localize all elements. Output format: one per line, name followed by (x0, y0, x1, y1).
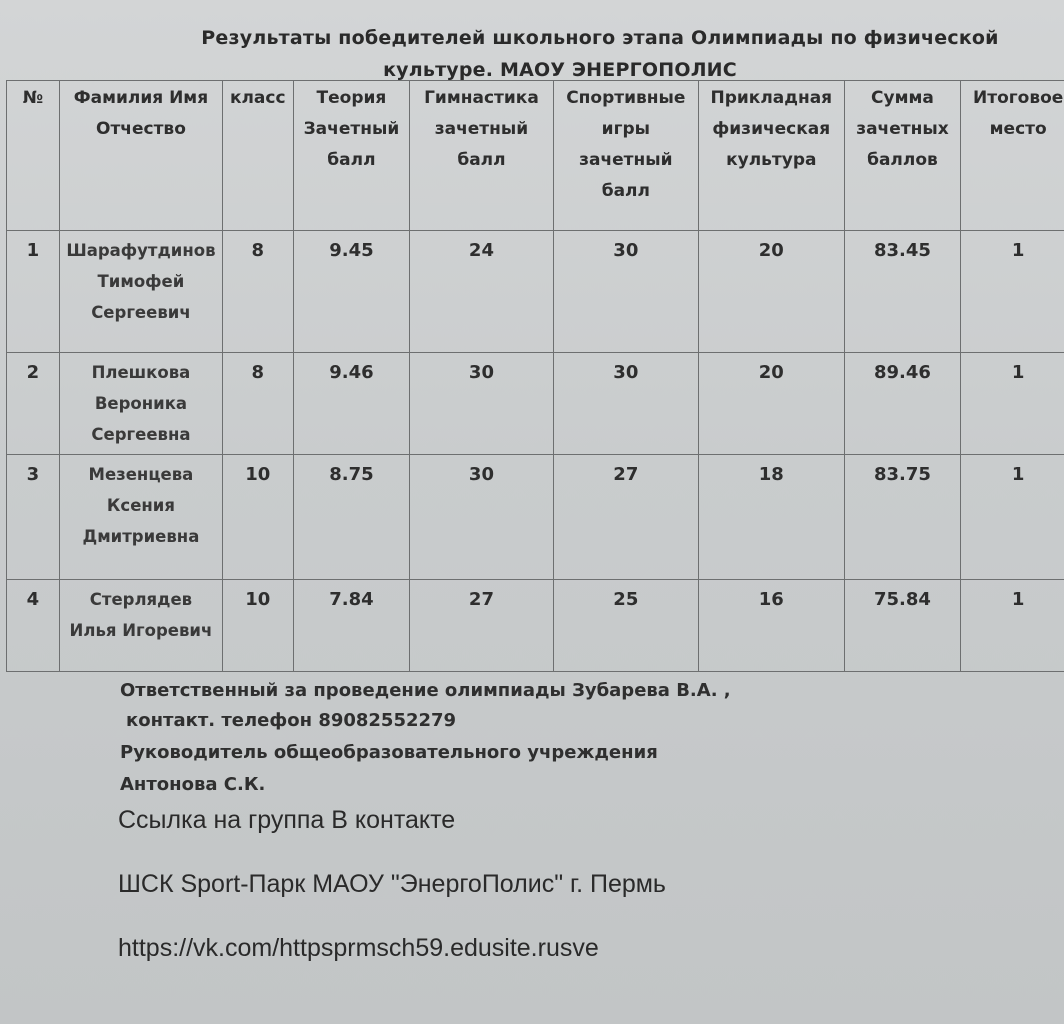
school-head-name: Антонова С.К. (120, 774, 266, 795)
cell-gymnastics: 27 (410, 580, 553, 672)
cell-class: 10 (222, 455, 293, 580)
header-place: Итоговое место (961, 81, 1064, 231)
cell-sum: 75.84 (844, 580, 961, 672)
cell-num: 1 (7, 231, 60, 353)
cell-name: Мезенцева Ксения Дмитриевна (59, 455, 222, 580)
cell-sport-games: 25 (553, 580, 698, 672)
cell-place: 1 (961, 455, 1064, 580)
header-num: № (7, 81, 60, 231)
cell-place: 1 (961, 353, 1064, 455)
cell-name: Плешкова Вероника Сергеевна (59, 353, 222, 455)
cell-sum: 83.45 (844, 231, 961, 353)
cell-place: 1 (961, 231, 1064, 353)
cell-theory: 9.45 (293, 231, 410, 353)
school-head-label: Руководитель общеобразовательного учреждения (120, 742, 658, 763)
vk-group-label: Ссылка на группа В контакте (118, 806, 456, 834)
header-applied: Прикладная физическая культура (699, 81, 844, 231)
cell-sum: 89.46 (844, 353, 961, 455)
cell-gymnastics: 24 (410, 231, 553, 353)
header-sum: Сумма зачетных баллов (844, 81, 961, 231)
cell-gymnastics: 30 (410, 455, 553, 580)
document-title (120, 22, 1064, 86)
cell-theory: 8.75 (293, 455, 410, 580)
table-row (7, 231, 1064, 353)
cell-place: 1 (961, 580, 1064, 672)
cell-gymnastics: 30 (410, 353, 553, 455)
cell-sport-games: 27 (553, 455, 698, 580)
header-theory: Теория Зачетный балл (293, 81, 410, 231)
table-header-row (7, 81, 1064, 231)
cell-class: 8 (222, 353, 293, 455)
cell-class: 8 (222, 231, 293, 353)
cell-theory: 9.46 (293, 353, 410, 455)
table-row (7, 455, 1064, 580)
cell-num: 2 (7, 353, 60, 455)
cell-sum: 83.75 (844, 455, 961, 580)
cell-name: Стерлядев Илья Игоревич (59, 580, 222, 672)
cell-applied: 20 (699, 353, 844, 455)
table-row (7, 580, 1064, 672)
header-gymnastics: Гимнастика зачетный балл (410, 81, 553, 231)
cell-num: 4 (7, 580, 60, 672)
cell-name: Шарафутдинов Тимофей Сергеевич (59, 231, 222, 353)
cell-class: 10 (222, 580, 293, 672)
club-name: ШСК Sport-Парк МАОУ "ЭнергоПолис" г. Пермь (118, 870, 666, 898)
contact-phone: контакт. телефон 89082552279 (126, 710, 457, 731)
cell-sport-games: 30 (553, 231, 698, 353)
vk-url: https://vk.com/httpsprmsch59.edusite.rusve (118, 934, 599, 962)
table-row (7, 353, 1064, 455)
responsible-person: Ответственный за проведение олимпиады Зубарева В.А. , (120, 680, 731, 701)
title-line-2: культуре. МАОУ ЭНЕРГОПОЛИС (383, 59, 737, 81)
cell-applied: 20 (699, 231, 844, 353)
header-sport-games: Спортивные игры зачетный балл (553, 81, 698, 231)
results-table (6, 80, 1064, 672)
cell-num: 3 (7, 455, 60, 580)
cell-theory: 7.84 (293, 580, 410, 672)
cell-applied: 16 (699, 580, 844, 672)
header-name: Фамилия Имя Отчество (59, 81, 222, 231)
cell-sport-games: 30 (553, 353, 698, 455)
cell-applied: 18 (699, 455, 844, 580)
title-line-1: Результаты победителей школьного этапа Олимпиады по физической (201, 27, 999, 49)
header-class: класс (222, 81, 293, 231)
